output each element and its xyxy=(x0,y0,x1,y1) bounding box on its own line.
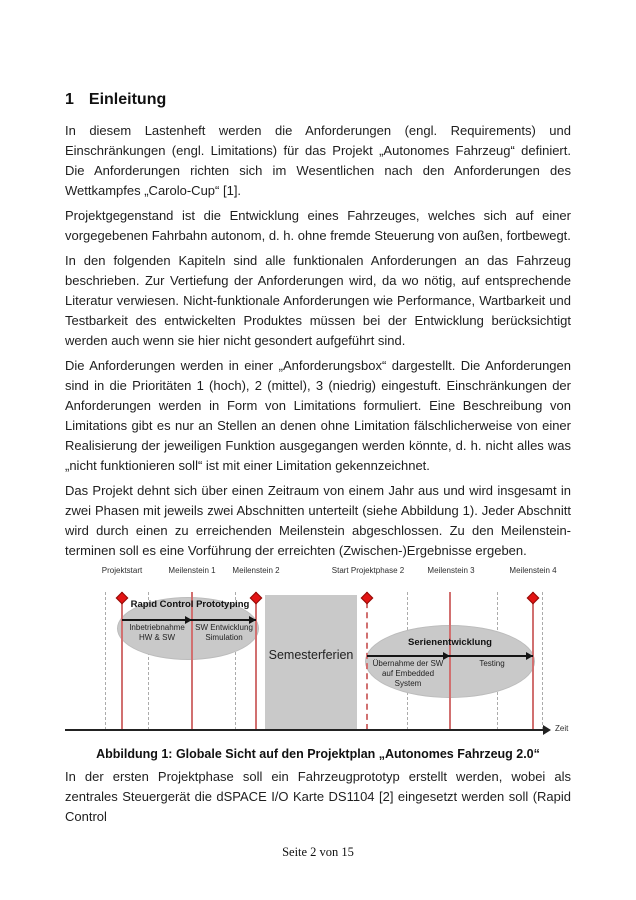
milestone-line-dashed xyxy=(366,592,368,730)
milestone-label: Projektstart xyxy=(101,566,143,575)
page-number: Seite 2 von 15 xyxy=(282,845,354,859)
milestone-label: Meilenstein 2 xyxy=(232,566,280,575)
project-plan-diagram xyxy=(65,566,571,738)
milestone-diamond-icon xyxy=(527,592,540,605)
time-axis-arrowhead-icon xyxy=(543,725,551,735)
segment-text-line: HW & SW xyxy=(139,633,175,642)
grid-dashed-line xyxy=(542,592,543,730)
semester-break-box xyxy=(265,595,357,730)
phase2-segment1-label xyxy=(373,659,444,689)
segment-text-line: System xyxy=(394,679,422,688)
paragraph: In diesem Lastenheft werden die Anforderungen (engl. Requirements) und Einschränkungen (engl. Limitations) für das Projekt „Autonomes Fahrzeug“ definiert. Die Anforderungen richten sich im Wesentlichen nach den Anforderungen des Wettkampfes „Carolo-Cup“ [1]. xyxy=(65,123,571,198)
milestone-label: Meilenstein 1 xyxy=(168,566,216,575)
section-title: Einleitung xyxy=(88,91,167,108)
semester-break-label: Semesterferien xyxy=(268,648,354,662)
arrowhead-icon xyxy=(443,652,450,660)
paragraph: Die Anforderungen werden in einer „Anforderungsbox“ dargestellt. Die Anforderungen sind in die Prioritäten 1 (hoch), 2 (mittel), 3 (niedrig) eingestuft. Einschränkungen der Anforderungen werden in Form von Limitations formuliert. Eine Beschreibung von Limitations gibt es nur an Stellen an denen ohne Limitation fälschlicherweise von einer Realisierung der jeweiligen Funktion ausgegangen werden könnte, d. h. nicht alles was „nicht funktionieren soll“ ist mit einer Limitation gekennzeichnet. xyxy=(65,358,571,473)
section-number: 1 xyxy=(65,91,74,108)
segment-text-line: SW Entwicklung xyxy=(195,623,253,632)
milestone-line xyxy=(255,592,257,730)
paragraph: Das Projekt dehnt sich über einen Zeitraum von einem Jahr aus und wird insgesamt in zwei Phasen mit jeweils zwei Abschnitten unterteilt (siehe Abbildung 1). Jeder Abschnitt wird durch einen zu erreichenden Meilenstein abgeschlossen. Zu den Meilenstein-terminen soll es eine Vorführung der erreichten (Zwischen-)Ergebnisse ergeben. xyxy=(65,483,571,558)
phase1-segment1-label xyxy=(129,623,185,643)
phase2-segment2-label xyxy=(479,659,504,669)
segment-text-line: Übernahme der SW xyxy=(372,659,444,668)
phase1-segment2-label xyxy=(195,623,253,643)
milestone-line xyxy=(532,592,534,730)
arrowhead-icon xyxy=(526,652,533,660)
milestone-line xyxy=(121,592,123,730)
phase2-arrow xyxy=(367,655,533,657)
milestone-label: Meilenstein 4 xyxy=(509,566,557,575)
milestone-line xyxy=(191,592,193,730)
milestone-diamond-icon xyxy=(250,592,263,605)
paragraph: In den folgenden Kapiteln sind alle funktionalen Anforderungen an das Fahrzeug beschrieben. Zur Vertiefung der Anforderungen wird, da wo nötig, auf entsprechende Literatur verwiesen. Nicht-funktionale Anforderungen wie Performance, Wartbarkeit und Testbarkeit des entwickelten Produktes müssen bei der Entwicklung berücksichtigt werden auch wenn sie hier nicht gesondert aufgeführt sind. xyxy=(65,253,571,348)
milestone-line xyxy=(449,592,451,730)
milestone-label: Start Projektphase 2 xyxy=(331,566,405,575)
segment-text-line: Inbetriebnahme xyxy=(129,623,185,632)
section-heading xyxy=(65,91,571,109)
paragraph: In der ersten Projektphase soll ein Fahrzeugprototyp erstellt werden, wobei als zentrales Steuergerät die dSPACE I/O Karte DS1104 [2] eingesetzt werden soll (Rapid Control xyxy=(65,769,571,824)
time-axis-label: Zeit xyxy=(555,724,569,733)
segment-text-line: Simulation xyxy=(205,633,243,642)
milestone-diamond-icon xyxy=(116,592,129,605)
phase2-title: Serienentwicklung xyxy=(408,637,492,648)
grid-dashed-line xyxy=(105,592,106,730)
segment-text-line: Testing xyxy=(479,659,505,668)
arrowhead-icon xyxy=(185,616,192,624)
figure-caption: Abbildung 1: Globale Sicht auf den Projektplan „Autonomes Fahrzeug 2.0“ xyxy=(96,747,540,761)
milestone-diamond-icon xyxy=(361,592,374,605)
time-axis xyxy=(65,729,543,731)
document-page xyxy=(65,0,571,832)
phase1-title: Rapid Control Prototyping xyxy=(130,599,250,610)
milestone-label: Meilenstein 3 xyxy=(427,566,475,575)
paragraph: Projektgegenstand ist die Entwicklung eines Fahrzeuges, welches sich auf einer vorgegebenen Fahrbahn autonom, d. h. ohne fremde Steuerung von außen, fortbewegt. xyxy=(65,208,571,243)
segment-text-line: auf Embedded xyxy=(381,669,435,678)
